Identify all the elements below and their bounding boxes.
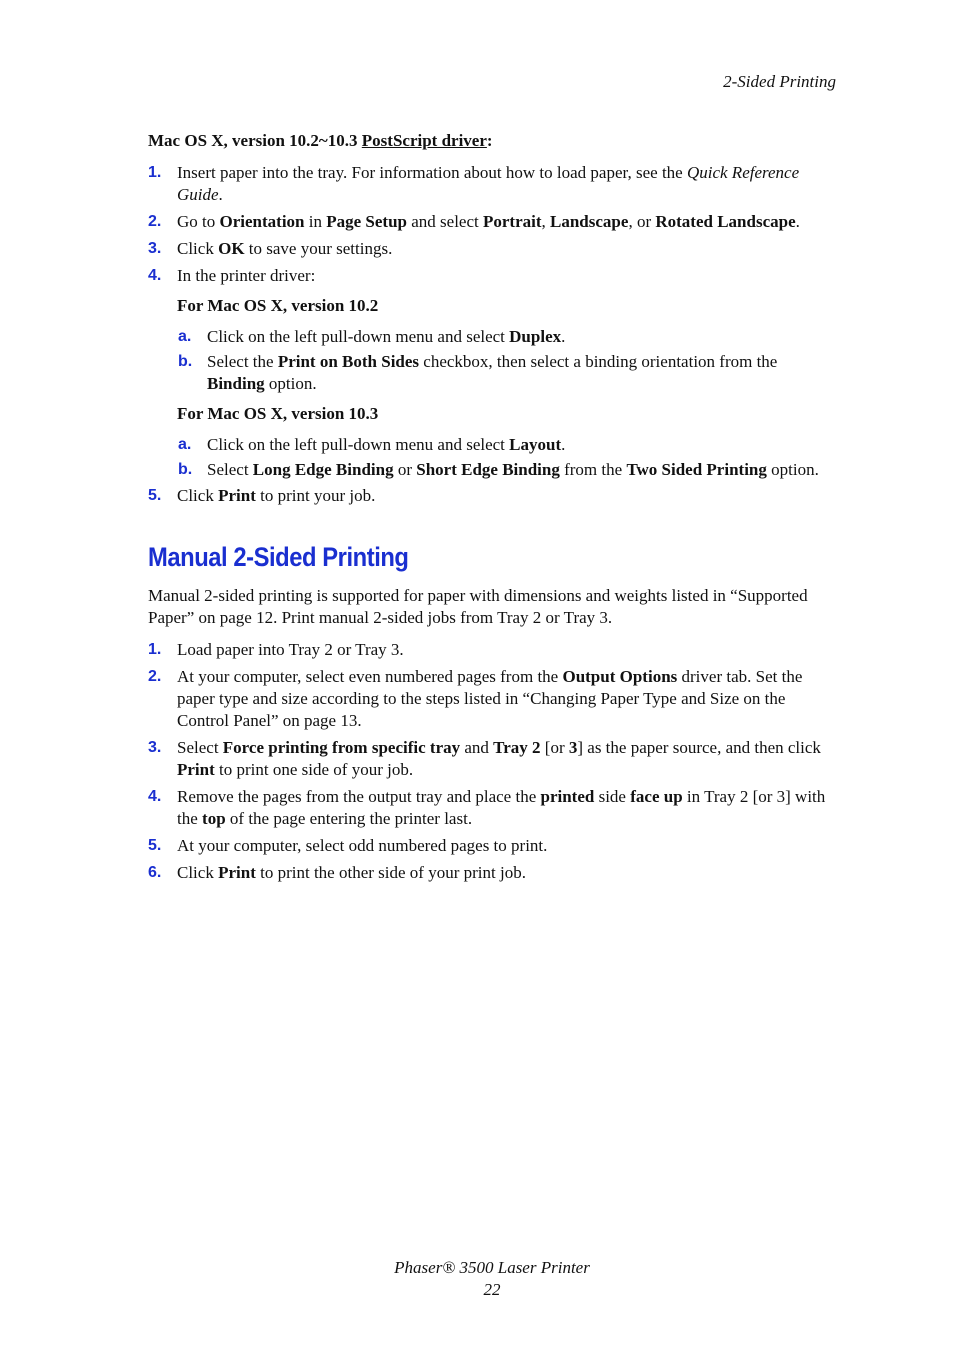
v102-step-b: b. Select the Print on Both Sides checkbox, then select a binding orientation from the Binding option. [178, 352, 778, 393]
v103-step-b: b. Select Long Edge Binding or Short Edge Binding from the Two Sided Printing option. [178, 460, 819, 479]
step-number: 4. [148, 267, 162, 284]
manual-step-3: 3. Select Force printing from specific tray and Tray 2 [or 3] as the paper source, and then click Print to print one side of your job. [148, 738, 821, 779]
os-103-heading: For Mac OS X, version 10.3 [177, 404, 379, 423]
mac-step-1: 1. Insert paper into the tray. For information about how to load paper, see the Quick Reference Guide. [148, 163, 800, 204]
manual-step-5: 5. At your computer, select odd numbered pages to print. [148, 836, 548, 855]
step-number: 6. [148, 864, 162, 881]
page-content [148, 130, 838, 889]
step-number: 3. [148, 739, 162, 756]
manual-section-title: Manual 2-Sided Printing [148, 542, 409, 572]
mac-step-2: 2. Go to Orientation in Page Setup and select Portrait, Landscape, or Rotated Landscape. [148, 212, 800, 231]
page-number: 22 [483, 1280, 501, 1299]
step-number: 1. [148, 641, 162, 658]
manual-intro: Manual 2-sided printing is supported for paper with dimensions and weights listed in “Supported Paper” on page 12. Print manual 2-sided jobs from Tray 2 or Tray 3. [148, 586, 808, 627]
mac-section-heading: Mac OS X, version 10.2~10.3 PostScript driver: [148, 131, 493, 150]
step-number: 3. [148, 240, 162, 257]
postscript-driver-link[interactable]: PostScript driver [361, 131, 487, 150]
step-letter: a. [178, 328, 192, 345]
page-footer [0, 1257, 954, 1301]
mac-step-3: 3. Click OK to save your settings. [148, 239, 393, 258]
footer-product: Phaser® 3500 Laser Printer [394, 1258, 590, 1277]
step-number: 2. [148, 213, 162, 230]
mac-step-5: 5. Click Print to print your job. [148, 486, 376, 505]
manual-step-6: 6. Click Print to print the other side of your print job. [148, 863, 526, 882]
manual-step-2: 2. At your computer, select even numbered pages from the Output Options driver tab. Set the paper type and size according to the steps listed in “Changing Paper Type and Size on the Control Panel” on page 13. [148, 667, 803, 730]
step-number: 5. [148, 837, 162, 854]
mac-step-4: 4. In the printer driver: [148, 266, 316, 285]
v103-step-a: a. Click on the left pull-down menu and select Layout. [178, 435, 566, 454]
step-number: 4. [148, 788, 162, 805]
v102-step-a: a. Click on the left pull-down menu and select Duplex. [178, 327, 566, 346]
manual-step-4: 4. Remove the pages from the output tray and place the printed side face up in Tray 2 [or 3] with the top of the page entering the printer last. [148, 787, 826, 828]
step-letter: b. [178, 353, 193, 370]
manual-step-1: 1. Load paper into Tray 2 or Tray 3. [148, 640, 404, 659]
os-102-heading: For Mac OS X, version 10.2 [177, 296, 379, 315]
step-letter: a. [178, 436, 192, 453]
step-number: 1. [148, 164, 162, 181]
step-number: 5. [148, 487, 162, 504]
running-header: 2-Sided Printing [723, 72, 836, 91]
step-number: 2. [148, 668, 162, 685]
step-letter: b. [178, 461, 193, 478]
